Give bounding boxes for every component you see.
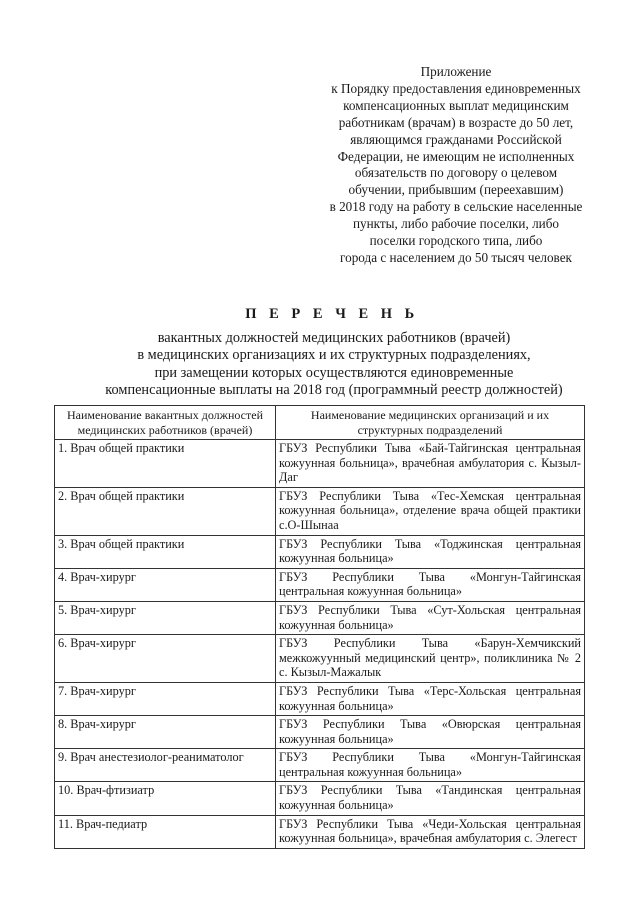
cell-position: 10. Врач-фтизиатр — [55, 782, 276, 815]
appendix-line: Приложение — [420, 64, 492, 79]
cell-organization: ГБУЗ Республики Тыва «Овюрская центральная кожуунная больница» — [276, 716, 585, 749]
header-position: Наименование вакантных должностей медицинских работников (врачей) — [55, 406, 276, 440]
table-row — [55, 440, 585, 488]
table-row — [55, 815, 585, 848]
appendix-line: к Порядку предоставления единовременных — [331, 80, 581, 96]
table-row — [55, 782, 585, 815]
positions-table — [54, 405, 585, 849]
cell-organization: ГБУЗ Республики Тыва «Тандинская центральная кожуунная больница» — [276, 782, 585, 815]
appendix-line: Федерации, не имеющим не исполненных — [337, 148, 575, 164]
cell-position: 11. Врач-педиатр — [55, 815, 276, 848]
cell-position: 4. Врач-хирург — [55, 568, 276, 601]
appendix-line: работникам (врачам) в возрасте до 50 лет, — [338, 114, 574, 130]
table-row — [55, 682, 585, 715]
table-row — [55, 749, 585, 782]
document-title: П Е Р Е Ч Е Н Ь — [245, 306, 419, 322]
table-row — [55, 635, 585, 683]
cell-position: 7. Врач-хирург — [55, 682, 276, 715]
cell-organization: ГБУЗ Республики Тыва «Монгун-Тайгинская центральная кожуунная больница» — [276, 568, 585, 601]
cell-position: 2. Врач общей практики — [55, 487, 276, 535]
cell-position: 6. Врач-хирург — [55, 635, 276, 683]
header-organization: Наименование медицинских организаций и их структурных подразделений — [276, 406, 585, 440]
appendix-line: пункты, либо рабочие поселки, либо — [352, 216, 560, 232]
appendix-line: обучении, прибывшим (переехавшим) — [348, 182, 564, 198]
cell-organization: ГБУЗ Республики Тыва «Барун-Хемчикский межкожуунный медицинский центр», поликлиника № 2 с. Кызыл-Мажалык — [276, 635, 585, 683]
cell-organization: ГБУЗ Республики Тыва «Тес-Хемская центральная кожуунная больница», отделение врача общей практики с.О-Шынаа — [276, 487, 585, 535]
document-heading — [0, 306, 640, 400]
appendix-line: компенсационных выплат медицинским — [343, 97, 569, 113]
table-row — [55, 568, 585, 601]
cell-organization: ГБУЗ Республики Тыва «Бай-Тайгинская центральная кожуунная больница», врачебная амбулатория с. Кызыл-Даг — [276, 440, 585, 488]
cell-position: 5. Врач-хирург — [55, 601, 276, 634]
appendix-line: поселки городского типа, либо — [369, 233, 543, 249]
cell-position: 1. Врач общей практики — [55, 440, 276, 488]
appendix-note — [300, 64, 612, 267]
subtitle-line: вакантных должностей медицинских работников (врачей) — [157, 330, 511, 346]
appendix-line: являющимся гражданами Российской — [350, 131, 562, 147]
appendix-line: обязательств по договору о целевом — [354, 165, 558, 181]
cell-organization: ГБУЗ Республики Тыва «Терс-Хольская центральная кожуунная больница» — [276, 682, 585, 715]
cell-organization: ГБУЗ Республики Тыва «Сут-Хольская центральная кожуунная больница» — [276, 601, 585, 634]
appendix-line: в 2018 году на работу в сельские населенные — [329, 199, 583, 215]
cell-organization: ГБУЗ Республики Тыва «Чеди-Хольская центральная кожуунная больница», врачебная амбулатория с. Элегест — [276, 815, 585, 848]
cell-position: 8. Врач-хирург — [55, 716, 276, 749]
subtitle-line: при замещении которых осуществляются единовременные — [154, 364, 514, 381]
subtitle-line: в медицинских организациях и их структурных подразделениях, — [137, 347, 531, 364]
cell-position: 3. Врач общей практики — [55, 535, 276, 568]
table-row — [55, 601, 585, 634]
document-subtitle — [28, 330, 640, 400]
cell-organization: ГБУЗ Республики Тыва «Монгун-Тайгинская центральная кожуунная больница» — [276, 749, 585, 782]
subtitle-line: компенсационные выплаты на 2018 год (программный реестр должностей) — [105, 382, 563, 399]
cell-organization: ГБУЗ Республики Тыва «Тоджинская центральная кожуунная больница» — [276, 535, 585, 568]
table-row — [55, 487, 585, 535]
table-row — [55, 535, 585, 568]
table-row — [55, 716, 585, 749]
appendix-line: города с населением до 50 тысяч человек — [340, 249, 572, 265]
table-header-row — [55, 406, 585, 440]
cell-position: 9. Врач анестезиолог-реаниматолог — [55, 749, 276, 782]
